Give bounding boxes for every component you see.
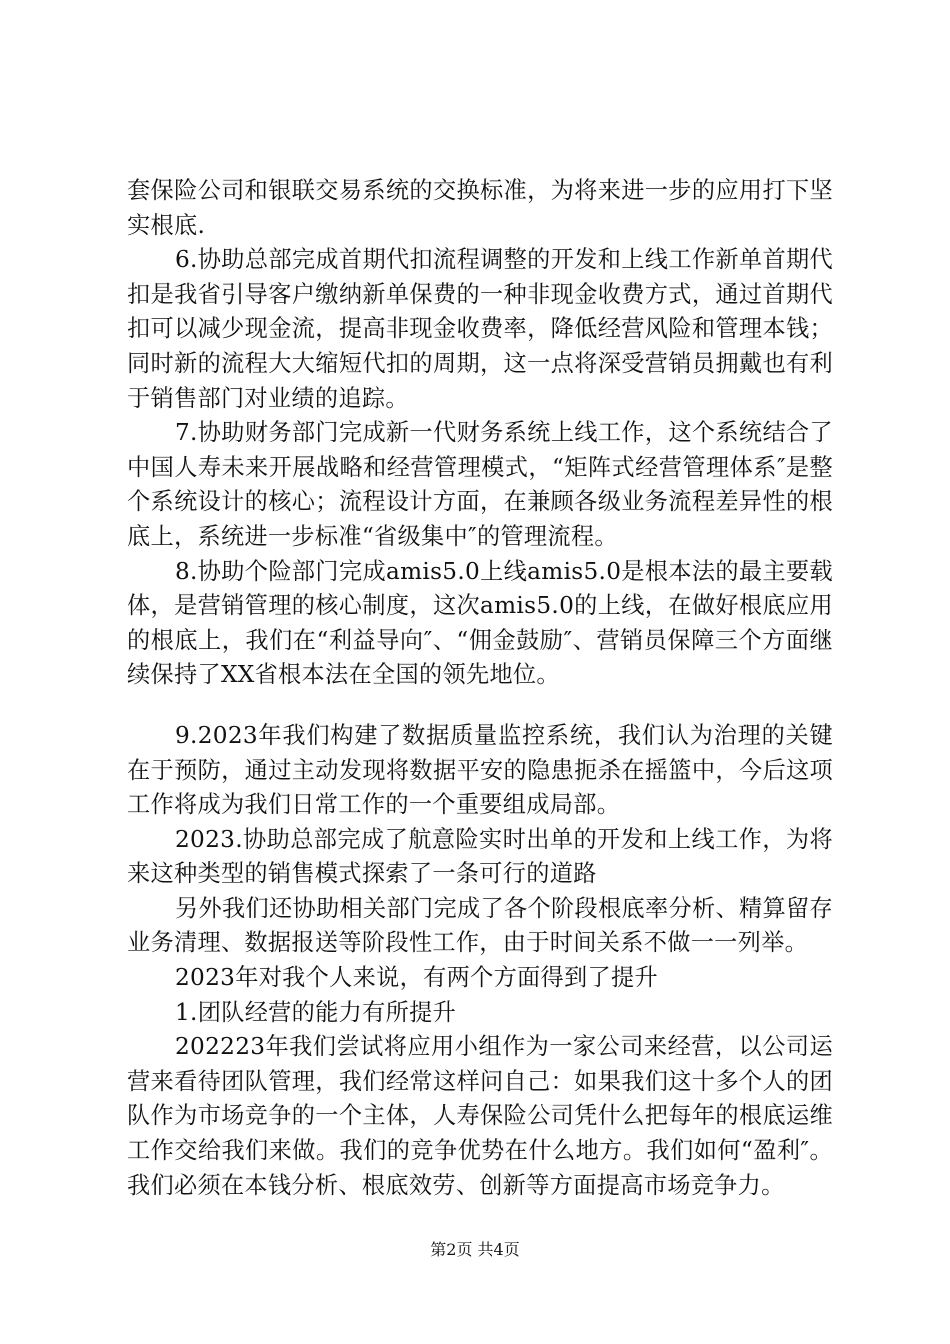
paragraph-item-7: 7.协助财务部门完成新一代财务系统上线工作，这个系统结合了中国人寿未来开展战略和经营管理模式，“矩阵式经营管理体系″是整个系统设计的核心；流程设计方面，在兼顾各级业务流程差异性的根底上，系统进一步标准“省级集中″的管理流程。 [127, 419, 833, 550]
paragraph-continuation: 套保险公司和银联交易系统的交换标准，为将来进一步的应用打下坚实根底. [127, 177, 833, 239]
paragraph-item-10: 2023.协助总部完成了航意险实时出单的开发和上线工作，为将来这种类型的销售模式探索了一条可行的道路 [127, 825, 833, 888]
paragraph-team-management: 202223年我们尝试将应用小组作为一家公司来经营，以公司运营来看待团队管理，我们经常这样问自己：如果我们这十多个人的团队作为市场竞争的一个主体，人寿保险公司凭什么把每年的根底运维工作交给我们来做。我们的竞争优势在什么地方。我们如何“盈利″。我们必须在本钱分析、根底效劳、创新等方面提高市场竞争力。 [127, 1033, 833, 1199]
document-body [127, 174, 833, 1203]
paragraph-item-8: 8.协助个险部门完成amis5.0上线amis5.0是根本法的最主要载体，是营销管理的核心制度，这次amis5.0的上线，在做好根底应用的根底上，我们在“利益导向″、“佣金鼓励″、营销员保障三个方面继续保持了XX省根本法在全国的领先地位。 [127, 557, 833, 689]
page-footer: 第2页 共4页 [430, 1240, 520, 1259]
paragraph-other-work: 另外我们还协助相关部门完成了各个阶段根底率分析、精算留存业务清理、数据报送等阶段性工作，由于时间关系不做一一列举。 [127, 894, 833, 957]
paragraph-item-9: 9.2023年我们构建了数据质量监控系统，我们认为治理的关键在于预防，通过主动发现将数据平安的隐患扼杀在摇篮中，今后这项工作将成为我们日常工作的一个重要组成局部。 [127, 721, 833, 819]
paragraph-personal-summary: 2023年对我个人来说，有两个方面得到了提升 [175, 964, 658, 992]
paragraph-item-6: 6.协助总部完成首期代扣流程调整的开发和上线工作新单首期代扣是我省引导客户缴纳新单保费的一种非现金收费方式，通过首期代扣可以减少现金流，提高非现金收费率，降低经营风险和管理本钱；同时新的流程大大缩短代扣的周期，这一点将深受营销员拥戴也有利于销售部门对业绩的追踪。 [127, 246, 833, 412]
paragraph-heading-team: 1.团队经营的能力有所提升 [175, 998, 457, 1026]
